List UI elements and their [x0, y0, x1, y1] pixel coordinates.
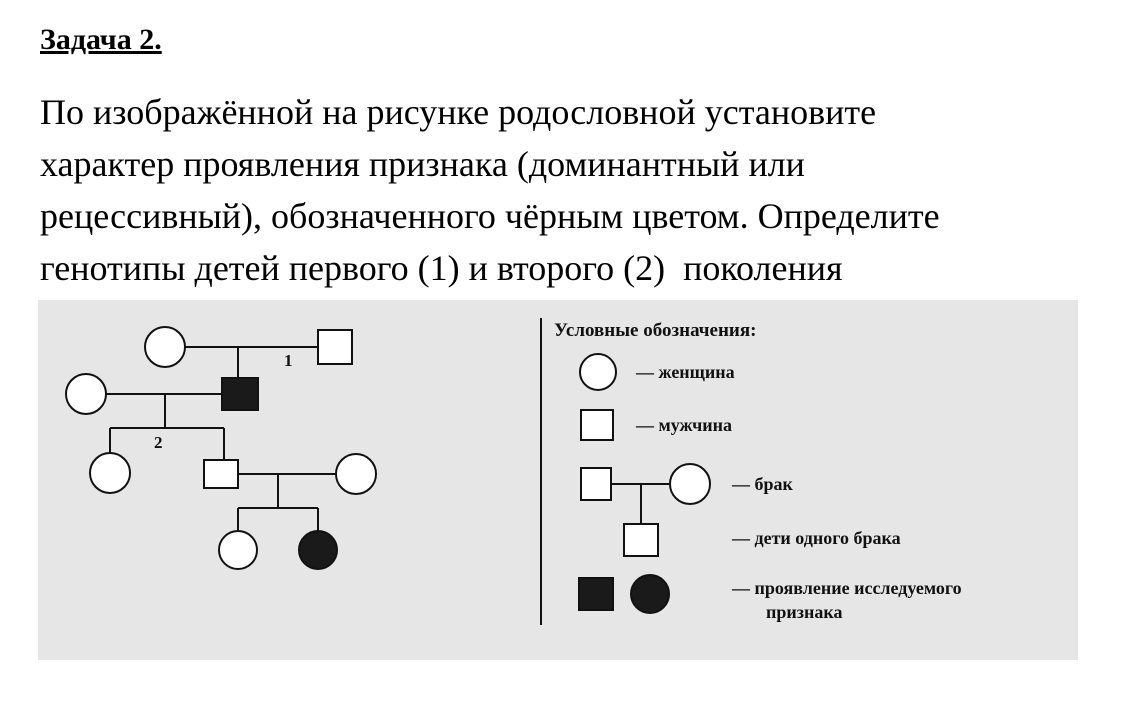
legend-male-icon	[581, 410, 613, 440]
gen3-affected-female	[299, 531, 337, 569]
legend-label-children: — дети одного брака	[732, 528, 901, 548]
legend-female-icon	[580, 354, 616, 390]
legend-affected-female-icon	[631, 575, 669, 613]
task-text	[40, 86, 1100, 294]
generation-label-1: 1	[284, 351, 293, 370]
legend-label-female: — женщина	[636, 362, 735, 382]
legend-label-marriage: — брак	[732, 474, 793, 494]
gen3-daughter-female	[219, 531, 257, 569]
legend-marriage-male-icon	[581, 468, 611, 500]
gen2-daughter-female	[90, 453, 130, 493]
gen1-wife-female	[66, 374, 106, 414]
generation-label-2: 2	[154, 433, 163, 452]
grandfather-male	[318, 330, 352, 364]
legend-label-affected-line2: признака	[766, 602, 843, 622]
legend-title: Условные обозначения:	[554, 320, 757, 341]
gen2-wife-female	[336, 454, 376, 494]
task-text-line: По изображённой на рисунке родословной установите	[40, 92, 877, 132]
task-text-line: генотипы детей первого (1) и второго (2) поколения	[40, 248, 843, 288]
gen2-son-male	[204, 460, 238, 488]
pedigree-figure	[38, 300, 1078, 660]
legend-label-affected: — проявление исследуемого	[732, 578, 962, 598]
pedigree-diagram	[38, 300, 1078, 660]
task-title: Задача 2.	[40, 23, 162, 56]
gen1-affected-male	[222, 378, 258, 410]
task-text-line: характер проявления признака (доминантный или	[40, 144, 805, 184]
task-text-line: рецессивный), обозначенного чёрным цветом. Определите	[40, 196, 940, 236]
legend-marriage-female-icon	[670, 464, 710, 504]
grandmother-female	[145, 327, 185, 367]
legend-child-icon	[624, 524, 658, 556]
legend-affected-male-icon	[579, 578, 613, 610]
legend-label-male: — мужчина	[636, 415, 733, 435]
